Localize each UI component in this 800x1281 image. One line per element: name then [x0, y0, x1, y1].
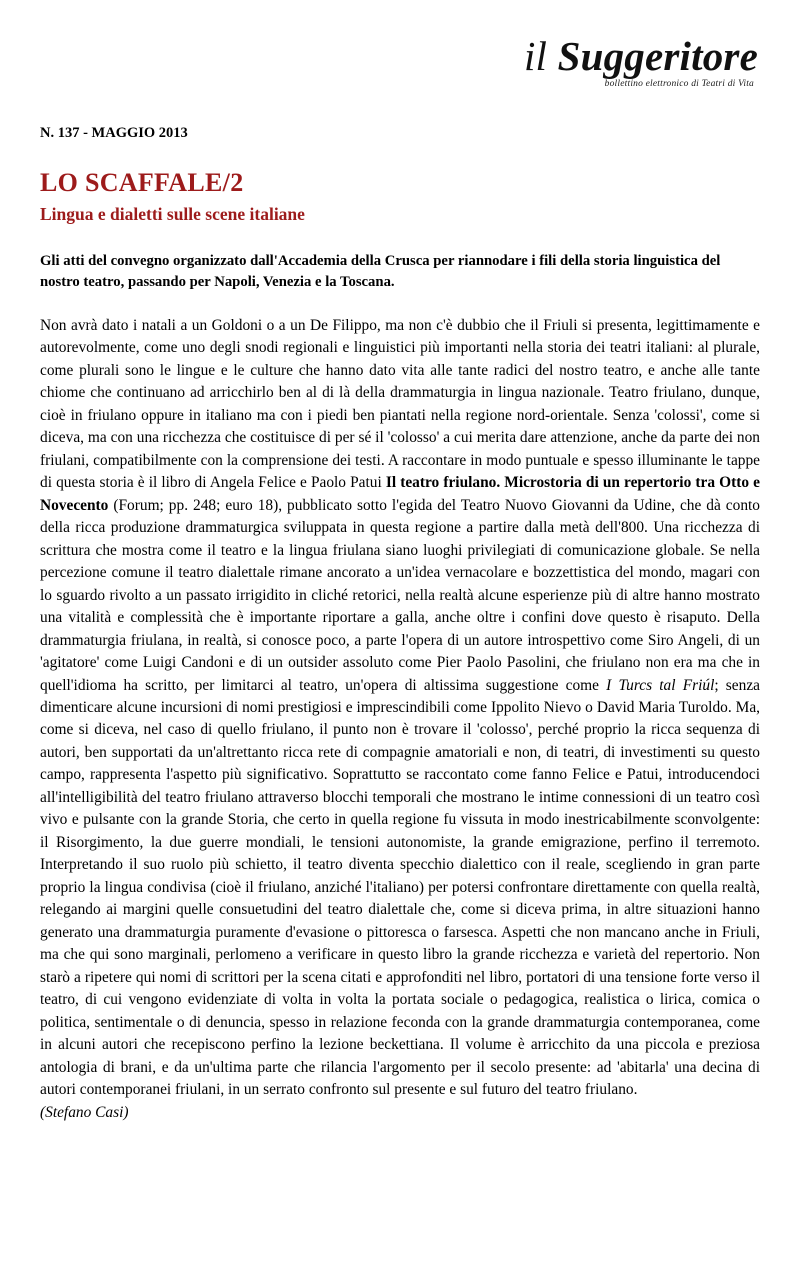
masthead [40, 18, 760, 89]
masthead-title-thin: il [523, 33, 558, 79]
masthead-title-bold: Suggeritore [557, 33, 758, 79]
article-body [40, 315, 760, 1124]
standfirst: Gli atti del convegno organizzato dall'Accademia della Crusca per riannodare i fili della storia linguistica del nostro teatro, passando per Napoli, Venezia e la Toscana. [40, 253, 721, 290]
masthead-title [40, 33, 758, 79]
page-title: LO SCAFFALE/2 [40, 168, 244, 197]
body-paragraph-3: ; senza dimenticare alcune incursioni di nomi prestigiosi e imprescindibili come Ippolito Nievo o David Maria Turoldo. Ma, come si diceva, nel caso di quello friulano, il punto non è trovare il 'colosso', perché proprio la ricca sequenza di autori, ben supportati da un'altrettanto ricca rete di compagnie amatoriali e non, di teatri, di investimenti su questo campo, rappresenta l'aspetto più significativo. Soprattutto se raccontato come fanno Felice e Patui, introducendoci all'intelligibilità del teatro friulano attraverso blocchi temporali che mostrano le intime connessioni di un teatro così vivo e pulsante con la grande Storia, che certo in quella regione fu vissuta in modo inestricabilmente sconvolgente: il Risorgimento, la due guerre mondiali, le tensioni autonomiste, la grande emigrazione, perfino il terremoto. Interpretando il suo ruolo più schietto, il teatro diventa specchio dialettico con il reale, scegliendo in gran parte proprio la lingua condivisa (cioè il friulano, anziché l'italiano) per potersi confrontare direttamente con quella realtà, relegando ai margini quelle consuetudini del teatro dialettale che, come si diceva prima, in altre situazioni hanno generato una drammaturgia puramente d'evasione o pittoresca o farsesca. Aspetti che non mancano anche in Friuli, ma che qui sono marginali, perlomeno a verificare in questo libro la grande ricchezza e varietà del repertorio. Non starò a ripetere qui nomi di scrittori per la scena citati e approfonditi nel libro, portatori di una tensione forte verso il teatro, di cui vengono evidenziate di volta in volta la portata sociale o pedagogica, realistica o lirica, comica o politica, sentimentale o di denuncia, spesso in relazione feconda con la grande drammaturgia contemporanea, come in alcuni autori che recepiscono perfino la lezione beckettiana. Il volume è arricchito da una piccola e preziosa antologia di brani, e da un'ultima parte che rilancia l'argomento per il secolo presente: ad 'abitarla' una decina di autori contemporanei friulani, in un serrato confronto sul presente e sul futuro del teatro friulano. [40, 676, 760, 1099]
book-title: Il teatro friulano. Microstoria di un repertorio tra Otto e Novecento [40, 474, 760, 514]
play-title: I Turcs tal Friúl [606, 676, 715, 694]
body-paragraph-1: Non avrà dato i natali a un Goldoni o a un De Filippo, ma non c'è dubbio che il Friuli si presenta, legittimamente e autorevolmente, come uno degli snodi regionali e linguistici più importanti nella storia dei teatri italiani: al plurale, come plurali sono le lingue e le culture che hanno dato vita alle tante radici del nostro teatro, e anche alle tante chiome che continuano ad arricchirlo ben al di là della drammaturgia in lingua nazionale. Teatro friulano, dunque, cioè in friulano oppure in italiano ma con i piedi ben piantati nella regione nord-orientale. Senza 'colossi', come si diceva, ma con una ricchezza che costituisce di per sé il 'colosso' a cui merita dare attenzione, anche da parte dei non friulani, compatibilmente con la comprensione dei testi. A raccontare in modo puntuale e spesso illuminante le tappe di questa storia è il libro di Angela Felice e Paolo Patui [40, 316, 760, 492]
body-paragraph-2: (Forum; pp. 248; euro 18), pubblicato sotto l'egida del Teatro Nuovo Giovanni da Udine, che dà conto della ricca produzione drammaturgica sviluppata in questa regione a partire dalla metà dell'800. Una ricchezza di scrittura che mostra come il teatro e la lingua friulana siano luoghi privilegiati di comunicazione globale. Se nella percezione comune il teatro dialettale rimane ancorato a un'idea vernacolare e bozzettistica del mondo, magari con lo sguardo rivolto a un passato irrigidito in cliché retorici, nella realtà alcune esperienze più di altre hanno mostrato una vitalità e complessità che è importante riportare a galla, anche oltre i confini dove questo è risaputo. Della drammaturgia friulana, in realtà, si conosce poco, a parte l'opera di un autore introspettivo come Siro Angeli, di un 'agitatore' come Luigi Candoni e di un outsider assoluto come Pier Paolo Pasolini, che friulano non era ma che in quell'idioma ha scritto, per limitarci al teatro, un'opera di altissima suggestione come [40, 496, 760, 694]
issue-number: N. 137 - MAGGIO 2013 [40, 125, 188, 141]
author-signature: (Stefano Casi) [40, 1103, 129, 1121]
page-subtitle: Lingua e dialetti sulle scene italiane [40, 204, 305, 224]
masthead-subtitle: bollettino elettronico di Teatri di Vita [604, 79, 754, 89]
